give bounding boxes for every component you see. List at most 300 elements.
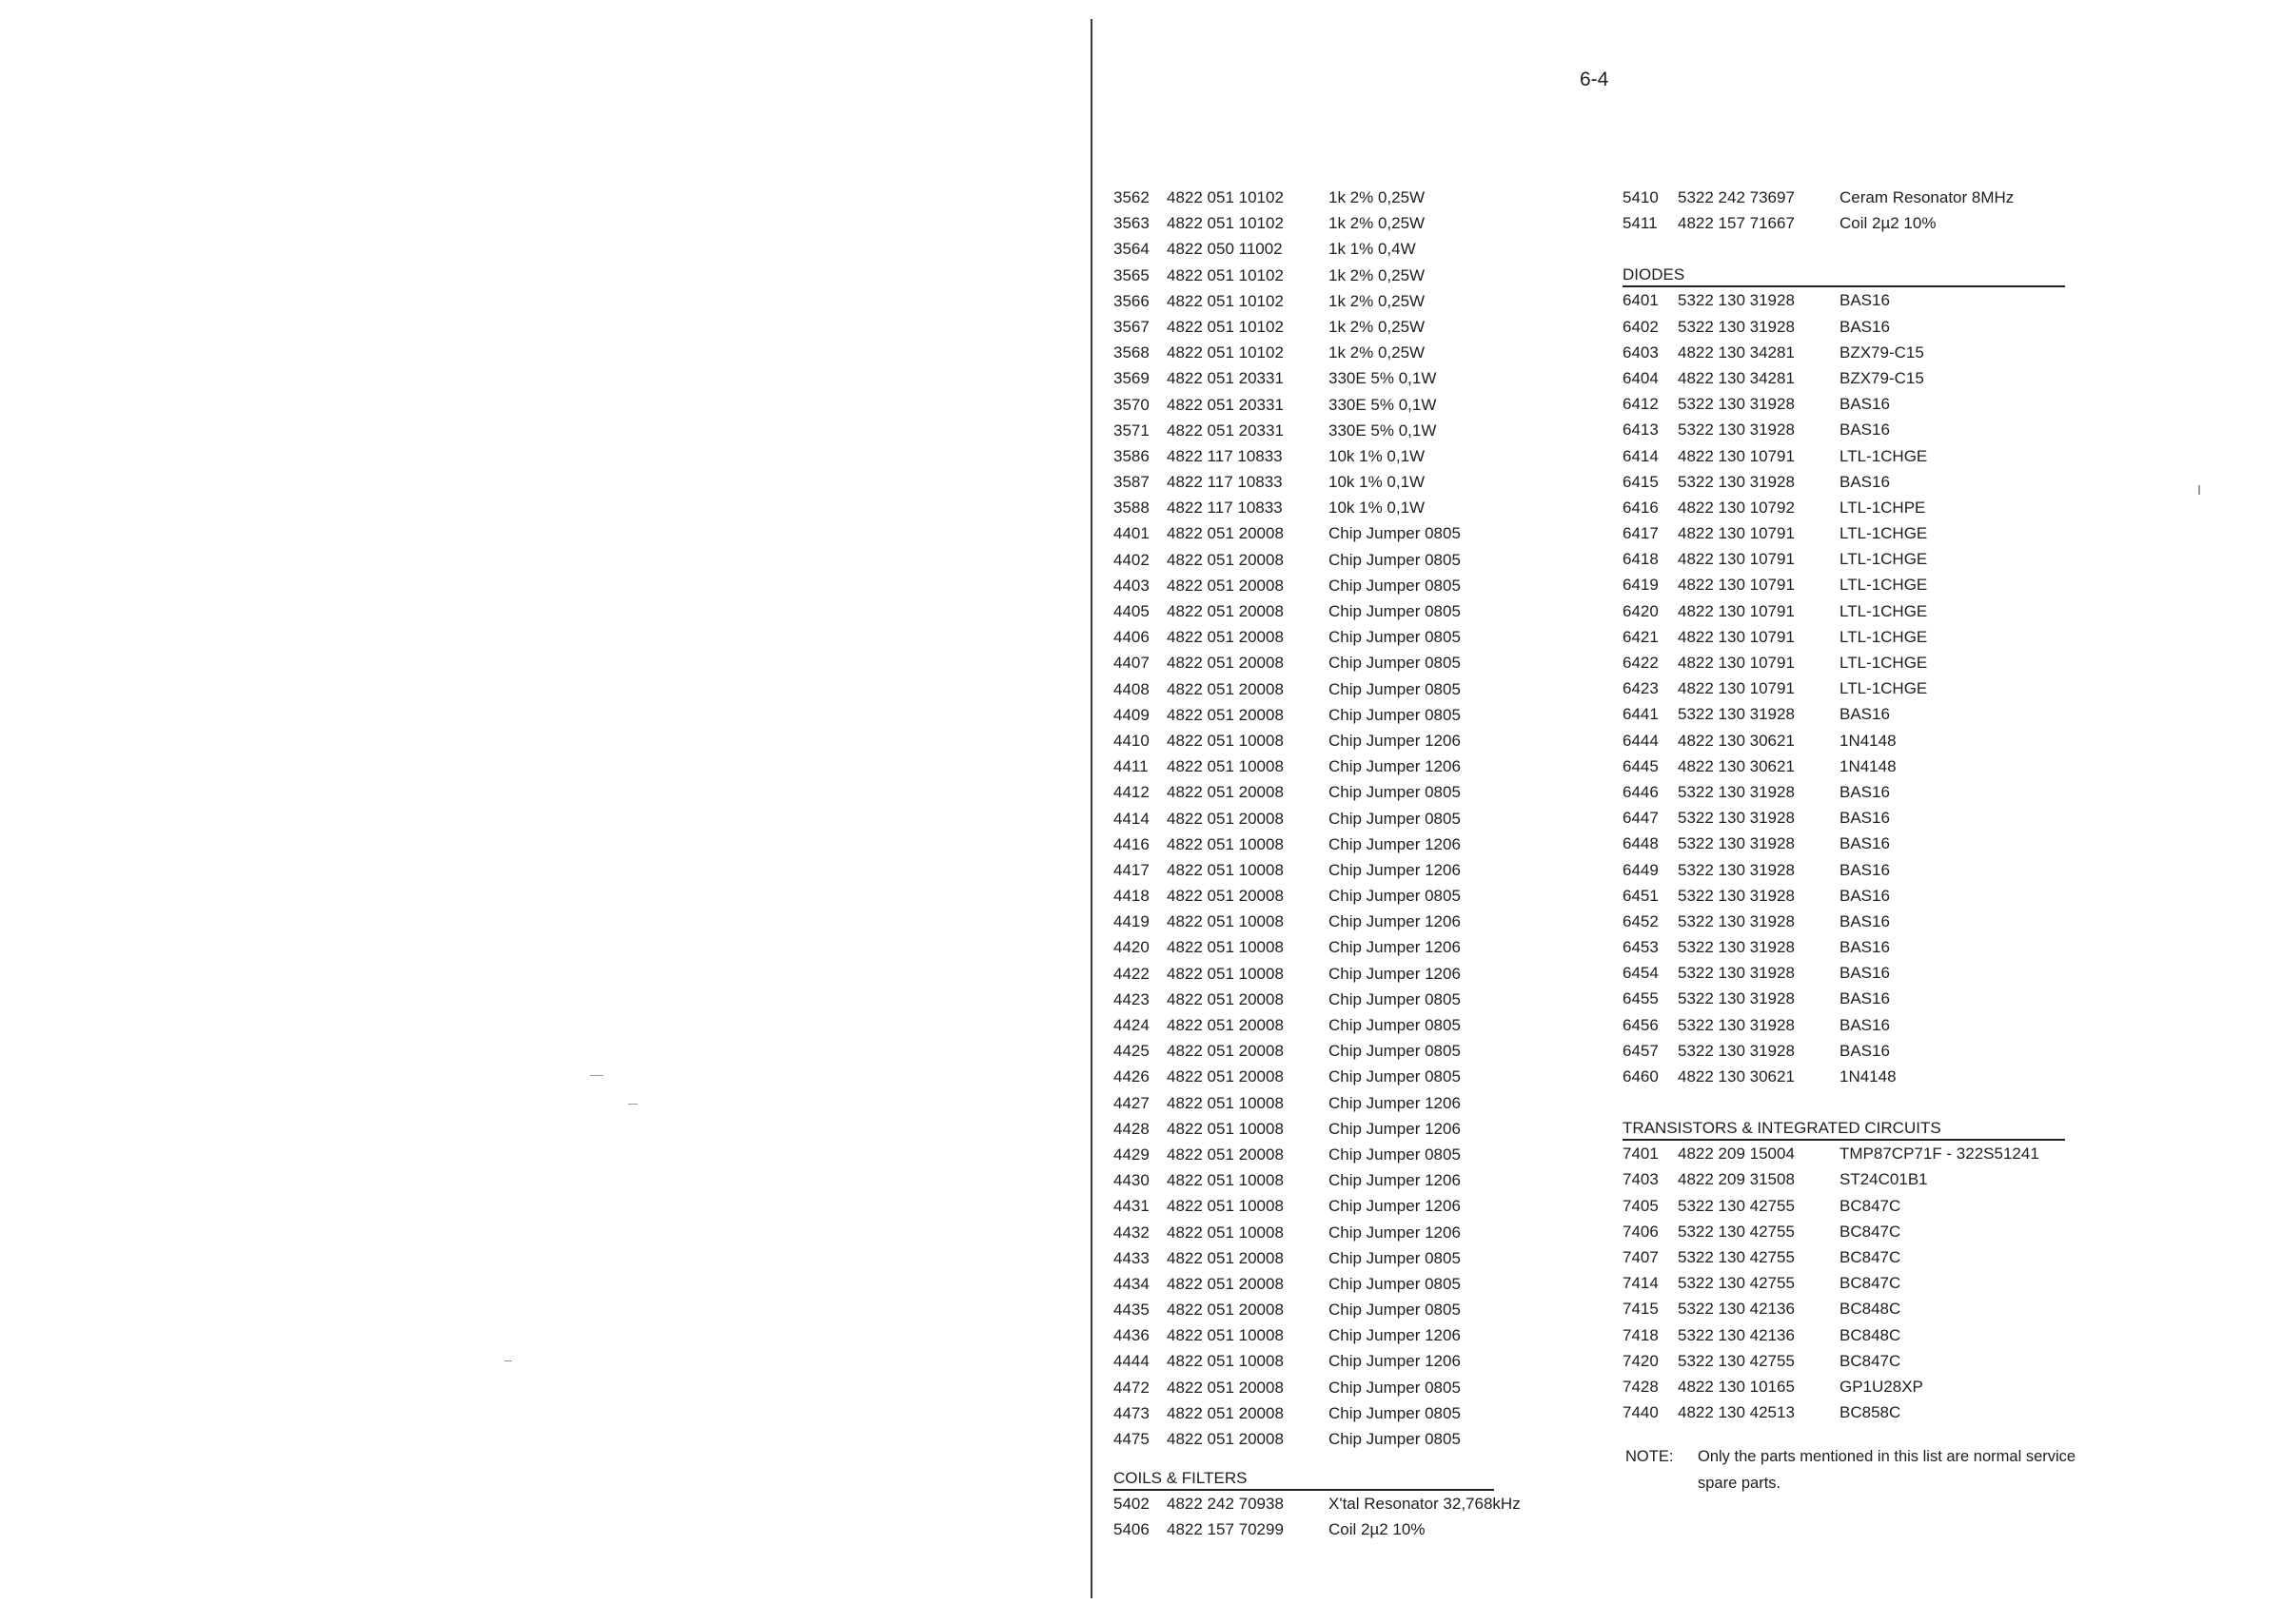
part-description: X'tal Resonator 32,768kHz: [1328, 1495, 1521, 1514]
part-row: [1113, 1116, 1521, 1142]
part-code: 5322 130 31928: [1678, 860, 1795, 879]
part-code: 5322 130 31928: [1678, 1041, 1795, 1060]
part-position: 4414: [1113, 809, 1150, 828]
part-description: Chip Jumper 0805: [1328, 576, 1461, 595]
part-position: 6422: [1623, 654, 1659, 672]
part-code: 5322 130 31928: [1678, 395, 1795, 414]
part-description: Chip Jumper 1206: [1328, 834, 1461, 853]
part-row: [1113, 1167, 1521, 1193]
part-row: [1113, 520, 1521, 546]
part-code: 4822 051 20008: [1167, 654, 1284, 673]
part-description: BZX79-C15: [1839, 368, 1924, 387]
part-description: 330E 5% 0,1W: [1328, 395, 1437, 414]
part-position: 6404: [1623, 368, 1659, 387]
part-description: 330E 5% 0,1W: [1328, 421, 1437, 440]
part-description: BAS16: [1839, 834, 1890, 853]
part-description: BC847C: [1839, 1222, 1901, 1241]
part-code: 4822 051 20008: [1167, 809, 1284, 828]
part-row: [1623, 520, 2065, 546]
part-description: BAS16: [1839, 705, 1890, 724]
part-row: [1113, 779, 1521, 805]
part-description: Chip Jumper 0805: [1328, 705, 1461, 724]
part-row: [1113, 1064, 1521, 1089]
part-row: [1113, 1220, 1521, 1245]
section-heading-transistors: TRANSISTORS & INTEGRATED CIRCUITS: [1623, 1115, 2065, 1141]
part-position: 6414: [1623, 446, 1659, 465]
part-code: 4822 130 10791: [1678, 550, 1795, 569]
part-row: [1623, 1064, 2065, 1089]
part-position: 7440: [1623, 1403, 1659, 1422]
part-row: [1113, 314, 1521, 340]
part-position: 6415: [1623, 472, 1659, 491]
part-code: 5322 130 31928: [1678, 1015, 1795, 1034]
part-description: Chip Jumper 0805: [1328, 602, 1461, 620]
section-heading-diodes: DIODES: [1623, 262, 2065, 287]
part-code: 4822 117 10833: [1167, 499, 1283, 518]
part-row: [1113, 1271, 1521, 1297]
part-row: [1113, 702, 1521, 728]
part-description: Chip Jumper 0805: [1328, 1378, 1461, 1397]
part-position: 3568: [1113, 343, 1150, 362]
part-row: [1623, 728, 2065, 753]
part-code: 4822 117 10833: [1167, 446, 1283, 465]
part-code: 5322 130 42136: [1678, 1300, 1795, 1319]
part-position: 4428: [1113, 1119, 1150, 1138]
part-description: Chip Jumper 0805: [1328, 1274, 1461, 1293]
part-row: [1113, 728, 1521, 753]
part-row: [1623, 210, 2065, 236]
part-code: 4822 051 20008: [1167, 887, 1284, 906]
part-position: 5406: [1113, 1520, 1150, 1539]
part-position: 4425: [1113, 1042, 1150, 1061]
part-code: 4822 157 71667: [1678, 214, 1795, 233]
part-code: 4822 051 20008: [1167, 1301, 1284, 1320]
part-position: 6412: [1623, 395, 1659, 414]
part-position: 6401: [1623, 291, 1659, 310]
part-row: [1113, 909, 1521, 934]
part-description: Chip Jumper 0805: [1328, 550, 1461, 569]
part-code: 4822 051 10008: [1167, 731, 1284, 750]
part-code: 4822 051 20008: [1167, 576, 1284, 595]
part-position: 4429: [1113, 1145, 1150, 1164]
part-row: [1623, 287, 2065, 313]
part-description: Chip Jumper 0805: [1328, 1248, 1461, 1267]
part-row: [1623, 1193, 2065, 1219]
part-position: 4444: [1113, 1352, 1150, 1371]
part-code: 4822 051 10008: [1167, 1352, 1284, 1371]
parts-column-left: [1113, 185, 1521, 1543]
part-position: 4427: [1113, 1093, 1150, 1112]
part-position: 6419: [1623, 576, 1659, 595]
part-code: 4822 051 20008: [1167, 1430, 1284, 1448]
part-row: [1623, 495, 2065, 520]
part-row: [1113, 1193, 1521, 1219]
part-description: 10k 1% 0,1W: [1328, 473, 1426, 492]
part-row: [1623, 831, 2065, 856]
part-position: 4401: [1113, 524, 1150, 543]
part-code: 5322 130 31928: [1678, 472, 1795, 491]
part-code: 4822 051 20008: [1167, 1016, 1284, 1034]
part-description: BAS16: [1839, 911, 1890, 930]
part-position: 7414: [1623, 1274, 1659, 1293]
part-position: 6441: [1623, 705, 1659, 724]
part-position: 3570: [1113, 395, 1150, 414]
part-row: [1623, 417, 2065, 442]
page-spine: [1091, 19, 1092, 1598]
part-code: 4822 051 20008: [1167, 679, 1284, 698]
part-position: 4433: [1113, 1248, 1150, 1267]
part-position: 6413: [1623, 421, 1659, 440]
part-code: 5322 130 31928: [1678, 938, 1795, 957]
part-description: BAS16: [1839, 317, 1890, 336]
part-position: 7401: [1623, 1145, 1659, 1164]
part-row: [1113, 934, 1521, 960]
part-code: 4822 051 10102: [1167, 317, 1284, 336]
part-code: 4822 051 10008: [1167, 1326, 1284, 1345]
part-code: 5322 130 31928: [1678, 782, 1795, 801]
part-code: 4822 051 10008: [1167, 834, 1284, 853]
part-position: 4426: [1113, 1067, 1150, 1086]
part-row: [1623, 1374, 2065, 1399]
part-position: 4418: [1113, 887, 1150, 906]
part-code: 4822 051 10102: [1167, 343, 1284, 362]
part-description: Chip Jumper 0805: [1328, 1430, 1461, 1448]
part-code: 4822 051 20008: [1167, 524, 1284, 543]
part-position: 4406: [1113, 628, 1150, 647]
part-position: 4407: [1113, 654, 1150, 673]
part-description: BC858C: [1839, 1403, 1901, 1422]
part-position: 6447: [1623, 809, 1659, 828]
service-note: [1625, 1443, 2092, 1497]
part-description: 330E 5% 0,1W: [1328, 369, 1437, 388]
part-description: Chip Jumper 1206: [1328, 1093, 1461, 1112]
part-description: BAS16: [1839, 938, 1890, 957]
part-code: 4822 130 10791: [1678, 601, 1795, 620]
part-description: BAS16: [1839, 291, 1890, 310]
part-position: 4412: [1113, 783, 1150, 802]
part-row: [1623, 391, 2065, 417]
part-code: 4822 051 10102: [1167, 265, 1284, 284]
section-heading-coils: COILS & FILTERS: [1113, 1465, 1494, 1491]
part-description: Chip Jumper 0805: [1328, 783, 1461, 802]
part-row: [1113, 547, 1521, 573]
part-position: 5402: [1113, 1495, 1150, 1514]
parts-column-right: [1623, 185, 2065, 1425]
part-row: [1113, 185, 1521, 210]
part-row: [1113, 392, 1521, 418]
part-row: [1113, 753, 1521, 779]
part-description: BC847C: [1839, 1274, 1901, 1293]
part-description: BAS16: [1839, 964, 1890, 983]
part-description: ST24C01B1: [1839, 1170, 1928, 1189]
part-code: 4822 130 10791: [1678, 576, 1795, 595]
part-code: 4822 130 42513: [1678, 1403, 1795, 1422]
part-code: 4822 130 30621: [1678, 1067, 1795, 1086]
part-row: [1623, 1270, 2065, 1296]
part-position: 6454: [1623, 964, 1659, 983]
part-code: 4822 051 20008: [1167, 1274, 1284, 1293]
part-code: 5322 130 31928: [1678, 911, 1795, 930]
part-row: [1113, 443, 1521, 469]
part-code: 4822 051 20008: [1167, 1403, 1284, 1422]
part-position: 4420: [1113, 938, 1150, 957]
part-description: BZX79-C15: [1839, 342, 1924, 362]
part-code: 4822 051 20008: [1167, 989, 1284, 1008]
part-position: 3565: [1113, 265, 1150, 284]
part-description: BAS16: [1839, 472, 1890, 491]
part-position: 7418: [1623, 1325, 1659, 1344]
part-description: Chip Jumper 1206: [1328, 860, 1461, 879]
part-row: [1623, 701, 2065, 727]
part-code: 5322 130 31928: [1678, 421, 1795, 440]
part-description: Chip Jumper 0805: [1328, 679, 1461, 698]
part-row: [1623, 469, 2065, 495]
part-position: 4423: [1113, 989, 1150, 1008]
part-code: 4822 051 20008: [1167, 1145, 1284, 1164]
part-code: 4822 051 10102: [1167, 214, 1284, 233]
part-code: 4822 051 10102: [1167, 188, 1284, 206]
part-description: LTL-1CHGE: [1839, 627, 1928, 646]
part-row: [1113, 806, 1521, 832]
part-code: 4822 051 20331: [1167, 421, 1284, 440]
part-position: 3567: [1113, 317, 1150, 336]
part-code: 4822 051 10008: [1167, 1197, 1284, 1216]
part-description: BAS16: [1839, 860, 1890, 879]
part-row: [1623, 934, 2065, 960]
part-row: [1623, 805, 2065, 831]
part-position: 4431: [1113, 1197, 1150, 1216]
part-description: Chip Jumper 1206: [1328, 1223, 1461, 1242]
part-code: 4822 051 20008: [1167, 705, 1284, 724]
part-position: 6402: [1623, 317, 1659, 336]
part-position: 6444: [1623, 731, 1659, 750]
part-code: 5322 130 42755: [1678, 1351, 1795, 1370]
part-position: 7415: [1623, 1300, 1659, 1319]
part-position: 7405: [1623, 1196, 1659, 1215]
part-position: 4424: [1113, 1016, 1150, 1034]
part-description: Chip Jumper 0805: [1328, 524, 1461, 543]
part-row: [1113, 210, 1521, 236]
part-description: BAS16: [1839, 886, 1890, 905]
part-description: Chip Jumper 0805: [1328, 654, 1461, 673]
resonator-coil-list: [1623, 185, 2065, 236]
part-description: 1k 2% 0,25W: [1328, 188, 1426, 206]
part-code: 4822 051 20008: [1167, 1248, 1284, 1267]
part-position: 4410: [1113, 731, 1150, 750]
part-row: [1113, 288, 1521, 314]
part-description: LTL-1CHGE: [1839, 524, 1928, 543]
part-code: 5322 130 31928: [1678, 317, 1795, 336]
part-description: 1k 2% 0,25W: [1328, 291, 1426, 310]
part-code: 4822 051 20008: [1167, 1042, 1284, 1061]
part-position: 4432: [1113, 1223, 1150, 1242]
part-position: 6449: [1623, 860, 1659, 879]
part-row: [1113, 650, 1521, 675]
part-description: 1N4148: [1839, 731, 1897, 750]
part-description: BC847C: [1839, 1351, 1901, 1370]
part-row: [1623, 365, 2065, 391]
part-code: 4822 051 10008: [1167, 938, 1284, 957]
part-position: 4436: [1113, 1326, 1150, 1345]
part-row: [1623, 314, 2065, 340]
part-row: [1113, 1038, 1521, 1064]
note-text: Only the parts mentioned in this list are normal service spare parts.: [1698, 1448, 2076, 1492]
part-position: 6445: [1623, 756, 1659, 775]
part-row: [1623, 1322, 2065, 1348]
part-description: BAS16: [1839, 1041, 1890, 1060]
part-row: [1623, 1296, 2065, 1321]
part-position: 4434: [1113, 1274, 1150, 1293]
part-position: 4417: [1113, 860, 1150, 879]
part-position: 4472: [1113, 1378, 1150, 1397]
part-description: Chip Jumper 1206: [1328, 1171, 1461, 1190]
scan-speck: [628, 1104, 638, 1105]
scan-speck: [590, 1075, 603, 1076]
part-description: LTL-1CHPE: [1839, 498, 1926, 517]
part-row: [1113, 418, 1521, 443]
part-code: 5322 130 31928: [1678, 809, 1795, 828]
part-description: Chip Jumper 1206: [1328, 731, 1461, 750]
part-position: 7407: [1623, 1247, 1659, 1266]
part-row: [1623, 1399, 2065, 1425]
part-position: 6418: [1623, 550, 1659, 569]
part-position: 6416: [1623, 498, 1659, 517]
part-position: 4408: [1113, 679, 1150, 698]
transistors-list: [1623, 1141, 2065, 1425]
part-code: 4822 130 10165: [1678, 1377, 1795, 1396]
part-row: [1623, 443, 2065, 469]
part-description: Chip Jumper 1206: [1328, 938, 1461, 957]
part-position: 3569: [1113, 369, 1150, 388]
part-position: 6417: [1623, 524, 1659, 543]
part-row: [1623, 883, 2065, 909]
part-code: 4822 130 10791: [1678, 524, 1795, 543]
part-position: 6460: [1623, 1067, 1659, 1086]
part-code: 4822 130 34281: [1678, 368, 1795, 387]
part-code: 4822 051 10008: [1167, 1223, 1284, 1242]
part-description: Chip Jumper 0805: [1328, 628, 1461, 647]
resistor-jumper-list: [1113, 185, 1521, 1452]
part-code: 5322 242 73697: [1678, 188, 1795, 206]
part-description: Chip Jumper 0805: [1328, 1016, 1461, 1034]
part-code: 4822 051 10008: [1167, 860, 1284, 879]
part-description: Chip Jumper 0805: [1328, 1067, 1461, 1086]
part-position: 3563: [1113, 214, 1150, 233]
part-row: [1623, 1348, 2065, 1374]
part-description: Chip Jumper 0805: [1328, 1042, 1461, 1061]
part-position: 4409: [1113, 705, 1150, 724]
part-code: 4822 051 10008: [1167, 964, 1284, 983]
part-description: 10k 1% 0,1W: [1328, 499, 1426, 518]
part-description: Chip Jumper 1206: [1328, 912, 1461, 931]
part-description: 1k 2% 0,25W: [1328, 343, 1426, 362]
part-code: 5322 130 42755: [1678, 1196, 1795, 1215]
part-description: LTL-1CHGE: [1839, 576, 1928, 595]
part-position: 4416: [1113, 834, 1150, 853]
part-description: LTL-1CHGE: [1839, 446, 1928, 465]
part-position: 6456: [1623, 1015, 1659, 1034]
part-row: [1623, 675, 2065, 701]
part-description: BAS16: [1839, 395, 1890, 414]
part-position: 4430: [1113, 1171, 1150, 1190]
part-row: [1113, 676, 1521, 702]
part-position: 6423: [1623, 679, 1659, 698]
part-code: 4822 051 20008: [1167, 1067, 1284, 1086]
part-position: 4411: [1113, 757, 1149, 776]
part-code: 4822 051 20331: [1167, 395, 1284, 414]
part-position: 6457: [1623, 1041, 1659, 1060]
part-description: TMP87CP71F - 322S51241: [1839, 1145, 2039, 1164]
part-row: [1113, 1090, 1521, 1116]
part-row: [1113, 1491, 1521, 1516]
part-code: 4822 051 10102: [1167, 291, 1284, 310]
part-row: [1113, 1375, 1521, 1400]
part-code: 4822 051 20008: [1167, 783, 1284, 802]
part-code: 4822 050 11002: [1167, 240, 1283, 259]
part-description: Chip Jumper 1206: [1328, 964, 1461, 983]
part-position: 3587: [1113, 473, 1150, 492]
part-row: [1623, 1244, 2065, 1270]
part-position: 6420: [1623, 601, 1659, 620]
part-description: Chip Jumper 1206: [1328, 1119, 1461, 1138]
part-description: BC847C: [1839, 1247, 1901, 1266]
part-code: 4822 051 10008: [1167, 912, 1284, 931]
part-row: [1623, 185, 2065, 210]
scan-speck: [504, 1360, 512, 1361]
part-code: 4822 209 15004: [1678, 1145, 1795, 1164]
part-description: Ceram Resonator 8MHz: [1839, 188, 2015, 206]
part-code: 5322 130 42755: [1678, 1247, 1795, 1266]
part-code: 5322 130 31928: [1678, 964, 1795, 983]
part-code: 4822 051 10008: [1167, 1171, 1284, 1190]
part-code: 4822 051 20008: [1167, 602, 1284, 620]
part-row: [1113, 961, 1521, 987]
part-row: [1623, 598, 2065, 624]
part-code: 4822 051 20331: [1167, 369, 1284, 388]
part-description: 1k 1% 0,4W: [1328, 240, 1416, 259]
part-row: [1623, 960, 2065, 986]
part-position: 3566: [1113, 291, 1150, 310]
part-code: 4822 130 30621: [1678, 756, 1795, 775]
part-row: [1113, 1012, 1521, 1038]
note-label: NOTE:: [1625, 1448, 1674, 1465]
part-row: [1113, 1142, 1521, 1167]
part-row: [1113, 365, 1521, 391]
part-description: Chip Jumper 0805: [1328, 809, 1461, 828]
part-description: BC848C: [1839, 1325, 1901, 1344]
part-row: [1113, 1245, 1521, 1271]
part-description: 1N4148: [1839, 756, 1897, 775]
part-description: 1N4148: [1839, 1067, 1897, 1086]
part-position: 4419: [1113, 912, 1150, 931]
part-row: [1113, 236, 1521, 262]
part-row: [1113, 857, 1521, 883]
part-position: 4405: [1113, 602, 1150, 620]
part-row: [1113, 573, 1521, 598]
part-row: [1623, 624, 2065, 650]
part-row: [1623, 650, 2065, 675]
part-position: 6403: [1623, 342, 1659, 362]
part-description: LTL-1CHGE: [1839, 654, 1928, 672]
part-description: BAS16: [1839, 809, 1890, 828]
diodes-list: [1623, 287, 2065, 1089]
part-row: [1623, 340, 2065, 365]
part-code: 4822 209 31508: [1678, 1170, 1795, 1189]
part-description: Chip Jumper 0805: [1328, 989, 1461, 1008]
part-code: 5322 130 31928: [1678, 834, 1795, 853]
part-row: [1113, 624, 1521, 650]
part-description: Coil 2µ2 10%: [1839, 214, 1937, 233]
